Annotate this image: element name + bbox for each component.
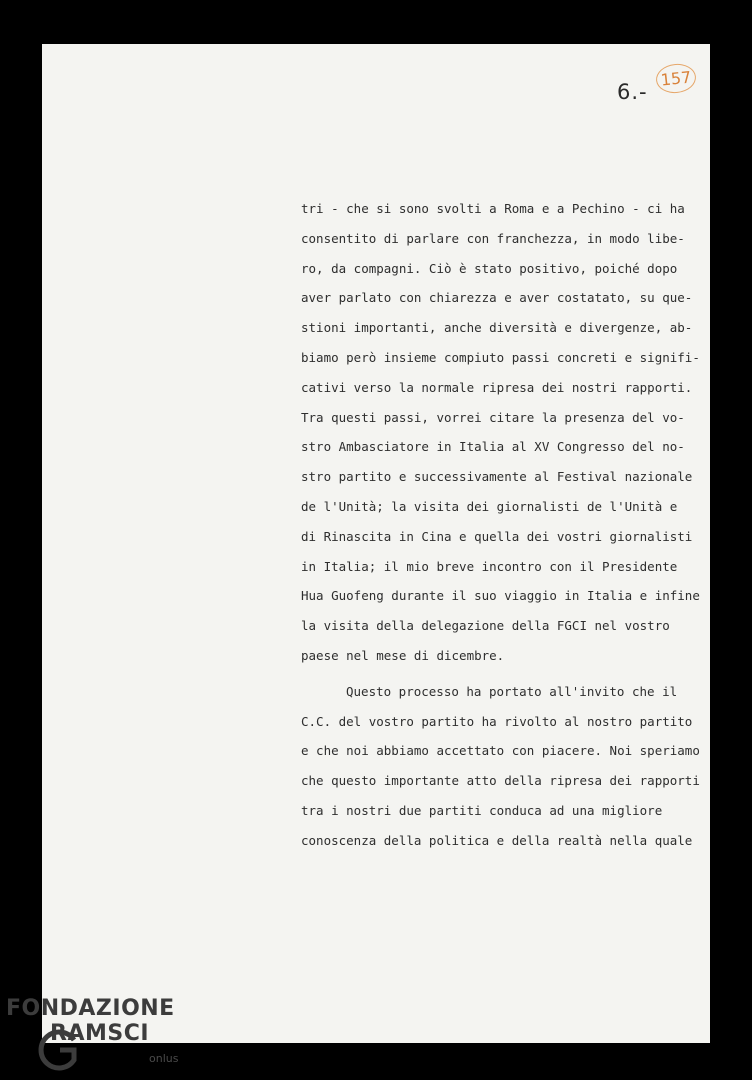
text-line: stro partito e successivamente al Festival nazionale <box>301 469 693 485</box>
text-line: consentito di parlare con franchezza, in modo libe- <box>301 230 685 246</box>
document-page <box>42 44 710 1043</box>
text-line: la visita della delegazione della FGCI nel vostro <box>301 618 670 634</box>
logo-line-1: FONDAZIONE <box>6 996 175 1021</box>
text-line: C.C. del vostro partito ha rivolto al nostro partito <box>301 713 693 729</box>
text-line: Questo processo ha portato all'invito che il <box>346 683 678 699</box>
text-line: stro Ambasciatore in Italia al XV Congresso del no- <box>301 439 685 455</box>
text-line: cativi verso la normale ripresa dei nostri rapporti. <box>301 379 693 395</box>
page-number: 6.- <box>617 80 648 104</box>
logo-line-2: RAMSCI <box>50 1021 150 1046</box>
text-line: di Rinascita in Cina e quella dei vostri giornalisti <box>301 528 693 544</box>
text-line: paese nel mese di dicembre. <box>301 647 505 663</box>
paragraph-2 <box>301 677 700 856</box>
archive-stamp: 157 <box>655 62 698 95</box>
text-line: tri - che si sono svolti a Roma e a Pechino - ci ha <box>301 201 685 216</box>
paragraph-1 <box>301 194 700 671</box>
text-line: Tra questi passi, vorrei citare la presenza del vo- <box>301 409 685 425</box>
text-line: aver parlato con chiarezza e aver costatato, su que- <box>301 290 693 306</box>
text-line: tra i nostri due partiti conduca ad una migliore <box>301 802 663 818</box>
typed-text <box>301 194 700 856</box>
text-line: conoscenza della politica e della realtà nella quale <box>301 832 693 848</box>
text-line: in Italia; il mio breve incontro con il Presidente <box>301 558 678 574</box>
logo-subtitle: onlus <box>149 1052 179 1065</box>
fondazione-gramsci-logo <box>6 996 186 1076</box>
text-line: Hua Guofeng durante il suo viaggio in Italia e infine <box>301 588 700 604</box>
text-line: de l'Unità; la visita dei giornalisti de l'Unità e <box>301 498 678 514</box>
text-line: che questo importante atto della ripresa dei rapporti <box>301 773 700 789</box>
text-line: biamo però insieme compiuto passi concreti e signifi- <box>301 349 700 365</box>
text-line: stioni importanti, anche diversità e divergenze, ab- <box>301 320 693 336</box>
text-line: ro, da compagni. Ciò è stato positivo, poiché dopo <box>301 260 678 276</box>
text-line: e che noi abbiamo accettato con piacere. Noi speriamo <box>301 743 700 759</box>
